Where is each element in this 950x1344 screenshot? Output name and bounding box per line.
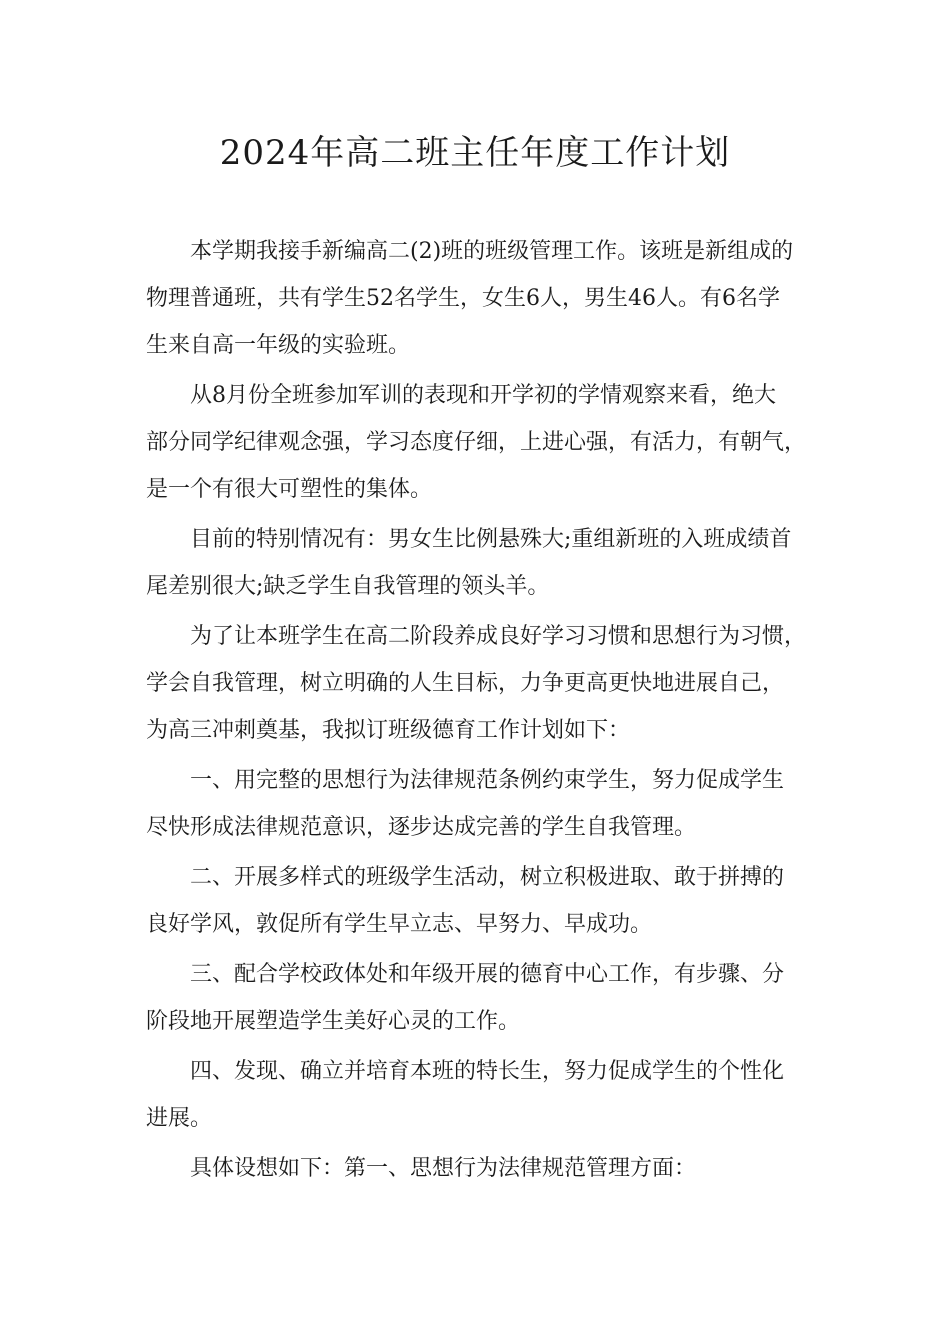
text-line: 良好学风，敦促所有学生早立志、早努力、早成功。 <box>146 912 653 937</box>
document-title: 2024年高二班主任年度工作计划 <box>219 133 731 173</box>
text-line: 部分同学纪律观念强，学习态度仔细，上进心强，有活力，有朝气， <box>146 430 807 455</box>
text-line: 目前的特别情况有：男女生比例悬殊大;重组新班的入班成绩首 <box>190 527 792 552</box>
paragraph-class-overview <box>146 228 812 369</box>
document-body <box>146 228 812 1195</box>
text-line: 具体设想如下：第一、思想行为法律规范管理方面： <box>190 1156 697 1181</box>
paragraph-item-four <box>146 1048 812 1142</box>
paragraph-observation <box>146 372 812 513</box>
text-line: 物理普通班，共有学生52名学生，女生6人，男生46人。有6名学 <box>146 286 780 311</box>
text-line: 为高三冲刺奠基，我拟订班级德育工作计划如下： <box>146 718 631 743</box>
text-line: 是一个有很大可塑性的集体。 <box>146 477 433 502</box>
text-line: 从8月份全班参加军训的表现和开学初的学情观察来看，绝大 <box>190 383 776 408</box>
text-line: 四、发现、确立并培育本班的特长生，努力促成学生的个性化 <box>190 1059 785 1084</box>
text-line: 阶段地开展塑造学生美好心灵的工作。 <box>146 1009 521 1034</box>
text-line: 三、配合学校政体处和年级开展的德育中心工作，有步骤、分 <box>190 962 785 987</box>
text-line: 二、开展多样式的班级学生活动，树立积极进取、敢于拼搏的 <box>190 865 785 890</box>
text-line: 进展。 <box>146 1106 213 1131</box>
paragraph-plan-intro <box>146 613 812 754</box>
paragraph-specific-plan <box>146 1145 812 1192</box>
text-line: 尾差别很大;缺乏学生自我管理的领头羊。 <box>146 574 550 599</box>
paragraph-item-two <box>146 854 812 948</box>
text-line: 本学期我接手新编高二(2)班的班级管理工作。该班是新组成的 <box>190 239 794 264</box>
text-line: 尽快形成法律规范意识，逐步达成完善的学生自我管理。 <box>146 815 697 840</box>
text-line: 学会自我管理，树立明确的人生目标，力争更高更快地进展自己， <box>146 671 785 696</box>
paragraph-item-three <box>146 951 812 1045</box>
text-line: 为了让本班学生在高二阶段养成良好学习习惯和思想行为习惯， <box>190 624 807 649</box>
text-line: 一、用完整的思想行为法律规范条例约束学生，努力促成学生 <box>190 768 785 793</box>
paragraph-item-one <box>146 757 812 851</box>
paragraph-special-situation <box>146 516 812 610</box>
text-line: 生来自高一年级的实验班。 <box>146 333 411 358</box>
